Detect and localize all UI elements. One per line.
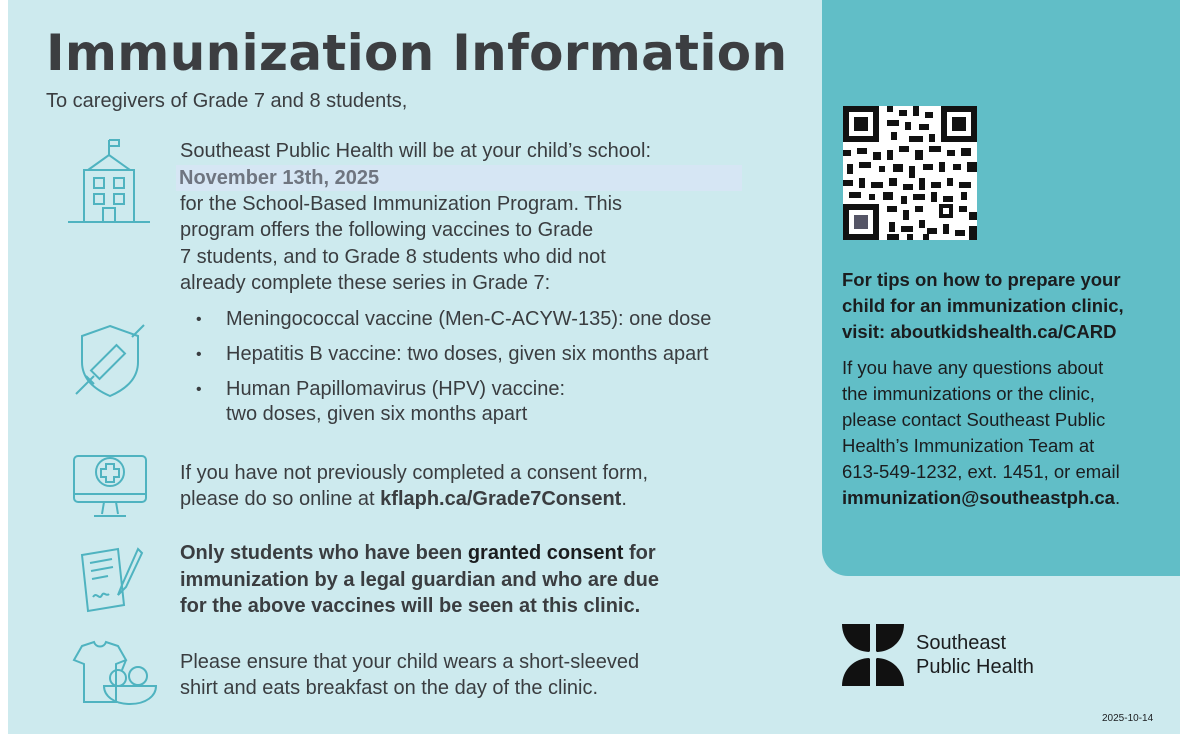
email-link[interactable]: immunization@southeastph.ca: [842, 487, 1115, 508]
greeting: To caregivers of Grade 7 and 8 students,: [46, 90, 408, 112]
tips-link[interactable]: visit: aboutkidshealth.ca/CARD: [842, 321, 1117, 342]
intro-line-1: Southeast Public Health will be at your child’s school:: [180, 140, 651, 162]
intro-line-4: 7 students, and to Grade 8 students who did not: [180, 246, 606, 268]
page-title: Immunization Information: [46, 24, 788, 82]
questions-text: If you have any questions about the immunizations or the clinic, please contact Southeast Public Health’s Immunization Team at 613-549-1232, ext. 1451, or email immunization@southeastph.ca.: [842, 357, 1121, 508]
consent-line-1: If you have not previously completed a consent form,: [180, 462, 649, 484]
notice-line-1: Only students who have been granted consent for: [180, 542, 656, 564]
vaccine-item: • Meningococcal vaccine (Men-C-ACYW-135): one dose: [196, 308, 712, 330]
attire-line-1: Please ensure that your child wears a short-sleeved: [180, 651, 640, 673]
intro-line-5: already complete these series in Grade 7:: [180, 272, 551, 294]
consent-link[interactable]: kflaph.ca/Grade7Consent: [380, 488, 622, 510]
date-stamp: 2025-10-14: [1102, 713, 1154, 724]
vaccine-shield-icon: [72, 322, 146, 398]
logo-icon: [840, 622, 906, 688]
notice-line-3: for the above vaccines will be seen at this clinic.: [180, 595, 641, 617]
computer-health-icon: [72, 450, 148, 522]
attire-line-2: shirt and eats breakfast on the day of the clinic.: [180, 677, 599, 699]
consent-form-icon: [78, 545, 144, 613]
notice-line-2: immunization by a legal guardian and who are due: [180, 569, 659, 591]
intro-line-2: for the School-Based Immunization Program. This: [180, 193, 623, 215]
school-icon: [66, 138, 152, 226]
logo-text: Southeast Public Health: [916, 632, 1034, 678]
clinic-date: November 13th, 2025: [176, 165, 742, 191]
qr-code-icon[interactable]: [843, 106, 977, 240]
vaccine-item: • Human Papillomavirus (HPV) vaccine: two doses, given six months apart: [196, 378, 566, 425]
intro-line-3: program offers the following vaccines to Grade: [180, 219, 594, 241]
tips-text: For tips on how to prepare your child for an immunization clinic, visit: aboutkidshealth.ca/CARD: [842, 267, 1172, 345]
consent-line-2: please do so online at kflaph.ca/Grade7Consent.: [180, 488, 627, 510]
vaccine-item: • Hepatitis B vaccine: two doses, given six months apart: [196, 343, 709, 365]
shirt-breakfast-icon: [60, 640, 160, 710]
vaccine-list: [196, 307, 711, 437]
